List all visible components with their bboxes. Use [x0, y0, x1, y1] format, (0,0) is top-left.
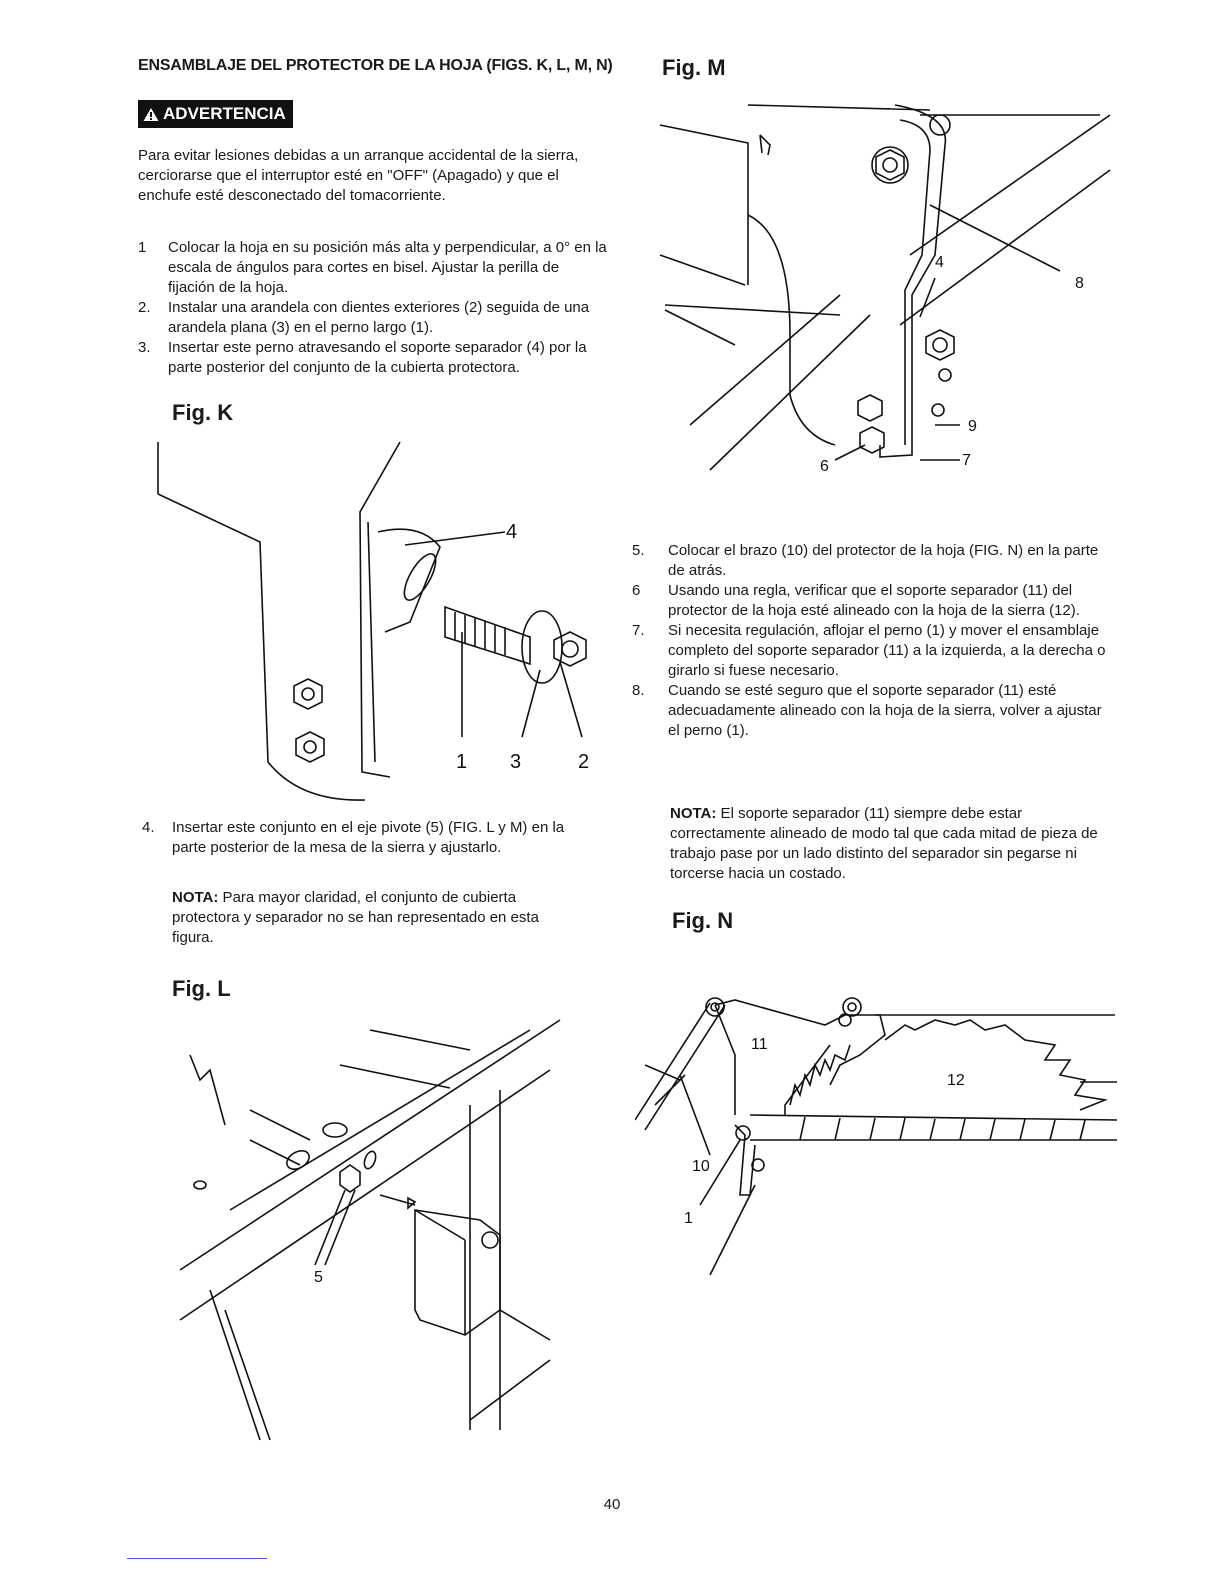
fig-m-callout-4: 4 — [935, 254, 944, 271]
fig-m-drawing — [650, 95, 1120, 485]
fig-m-callout-8: 8 — [1075, 275, 1084, 292]
fig-n-callout-12: 12 — [947, 1072, 965, 1089]
fig-n-callout-10: 10 — [692, 1158, 710, 1175]
bottom-rule — [127, 1558, 267, 1559]
fig-k-callout-4: 4 — [506, 521, 518, 543]
fig-m-callout-7: 7 — [962, 452, 971, 469]
warning-badge — [138, 100, 293, 128]
section-title: ENSAMBLAJE DEL PROTECTOR DE LA HOJA (FIGS. K, L, M, N) — [138, 57, 613, 74]
fig-l-drawing — [170, 1010, 570, 1450]
step-2: 2. Instalar una arandela con dientes exteriores (2) seguida de una arandela plana (3) en el perno largo (1). — [138, 299, 590, 336]
fig-m-callout-6: 6 — [820, 458, 829, 475]
step-4: 4. Insertar este conjunto en el eje pivote (5) (FIG. L y M) en la parte posterior de la mesa de la sierra y ajustarlo. — [142, 819, 565, 856]
fig-m-callout-9: 9 — [968, 418, 977, 435]
fig-k-drawing — [150, 432, 620, 802]
fig-n-callout-1: 1 — [684, 1210, 693, 1227]
steps-list-left — [138, 238, 608, 378]
note-right: NOTA: El soporte separador (11) siempre debe estar correctamente alineado de modo tal que cada mitad de pieza de trabajo pase por un lado distinto del separador sin pegarse ni torcerse hacia un costado. — [670, 805, 1098, 882]
fig-k-callout-2: 2 — [578, 751, 590, 773]
steps-list-right — [632, 541, 1114, 741]
step-1: 1 Colocar la hoja en su posición más alta y perpendicular, a 0° en la escala de ángulos para cortes en bisel. Ajustar la perilla de fijación de la hoja. — [138, 239, 607, 296]
fig-l-label: Fig. L — [172, 976, 231, 1001]
fig-m-label: Fig. M — [662, 55, 726, 80]
step-5: 5. Colocar el brazo (10) del protector de la hoja (FIG. N) en la parte de atrás. — [632, 542, 1099, 579]
fig-k-callout-1: 1 — [456, 751, 468, 773]
warning-triangle-icon — [143, 107, 159, 122]
fig-n-callout-11: 11 — [751, 1036, 768, 1053]
fig-k-label: Fig. K — [172, 400, 234, 425]
warning-text: Para evitar lesiones debidas a un arranque accidental de la sierra, cerciorarse que el interruptor esté en "OFF" (Apagado) y que el enchufe esté desconectado del tomacorriente. — [138, 147, 579, 204]
fig-l-callout-5: 5 — [314, 1269, 323, 1286]
note-left: NOTA: Para mayor claridad, el conjunto de cubierta protectora y separador no se han representado en esta figura. — [172, 889, 539, 946]
step-7: 7. Si necesita regulación, aflojar el perno (1) y mover el ensamblaje completo del soporte separador (11) a la izquierda, a la derecha o girarlo si fuese necesario. — [632, 622, 1106, 679]
page-number: 40 — [603, 1496, 621, 1513]
step-3: 3. Insertar este perno atravesando el soporte separador (4) por la parte posterior del conjunto de la cubierta protectora. — [138, 339, 587, 376]
fig-k-callout-3: 3 — [510, 751, 522, 773]
fig-n-drawing — [635, 985, 1120, 1285]
step-8: 8. Cuando se esté seguro que el soporte separador (11) esté adecuadamente alineado con la hoja de la sierra, volver a ajustar el perno (1). — [632, 682, 1102, 739]
warning-label: ADVERTENCIA — [163, 104, 286, 123]
step-6: 6 Usando una regla, verificar que el soporte separador (11) del protector de la hoja esté alineado con la hoja de la sierra (12). — [632, 582, 1080, 619]
fig-n-label: Fig. N — [672, 908, 734, 933]
